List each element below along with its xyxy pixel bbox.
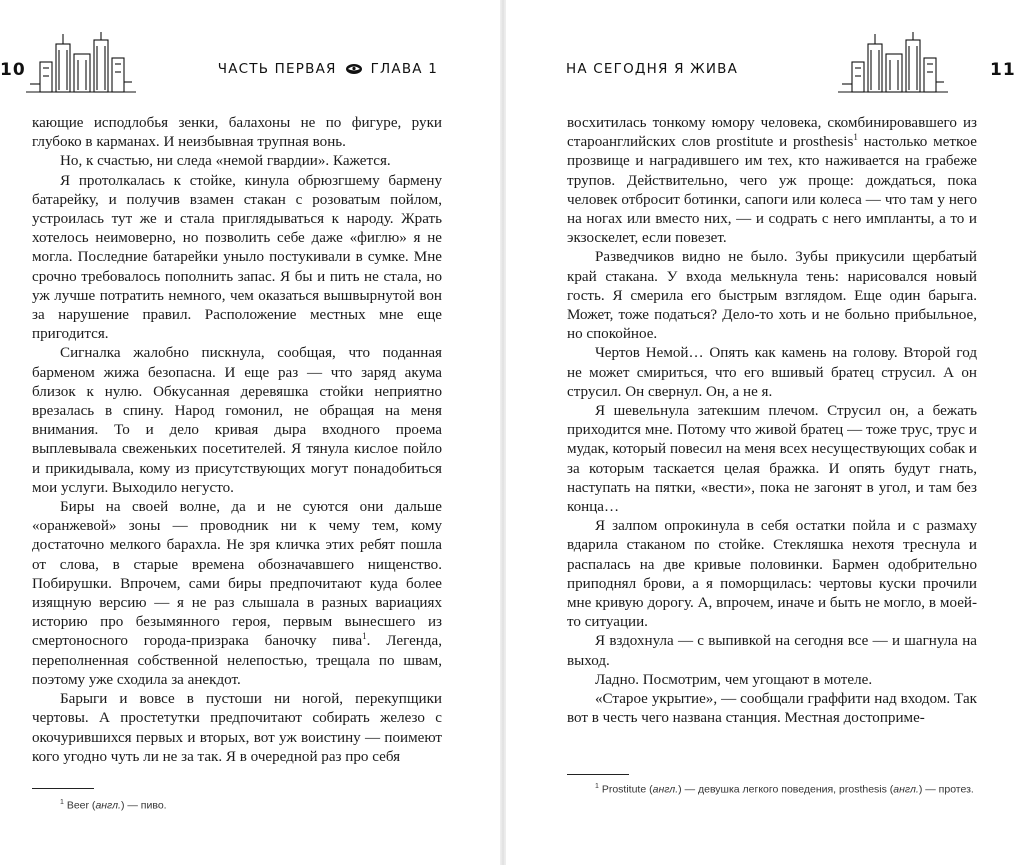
paragraph: Чертов Немой… Опять как камень на голову. Второй год не может смириться, что его вшивый братец струсил. А он струсил. Он свернул. Он, а не я. [567, 345, 977, 400]
paragraph: Я шевельнула затекшим плечом. Струсил он, а бежать приходится мне. Потому что живой братец — тоже трус, трус и мудак, который повесил на меня всех несуществующих собак и за которым таскается целая бражка. И опять будут гнать, наступать на пятки, «вести», пока не загонят в угол, и там без конца… [567, 403, 977, 516]
footnote-text: — девушка легкого поведения, [684, 783, 837, 796]
paragraph [567, 114, 977, 248]
footnote-word: Prostitute [601, 783, 647, 796]
paragraph: Барыги и вовсе в пустоши ни ногой, перекупщики чертовы. А простетутки предпочитают собирать железо с окочурившихся первых и вторых, вот уж воистину — поимеют кого угодно чуть ли не за так. Я в очередной раз про себя [32, 691, 442, 765]
body-text [567, 114, 977, 729]
footnote-number: 1 [595, 783, 599, 790]
city-skyline-icon [838, 32, 948, 96]
paragraph-text: . Легенда, переполненная собственной нелепостью, трещала по швам, поэтому уже сходила за анекдот. [32, 633, 442, 688]
right-page [506, 0, 1016, 865]
footnote-lang: англ. [652, 783, 679, 796]
chapter-title: ГЛАВА 1 [370, 61, 438, 77]
paragraph: кающие исподлобья зенки, балахоны не по фигуре, руки глубоко в карманах. И неизбывная трупная вонь. [32, 115, 442, 151]
running-head: НА СЕГОДНЯ Я ЖИВА [566, 61, 739, 77]
part-title: ЧАСТЬ ПЕРВАЯ [217, 61, 337, 77]
paragraph: Но, к счастью, ни следа «немой гвардии». Кажется. [60, 153, 391, 170]
footnote: $^1$ Prostitute (англ.) — девушка легкого поведения, prosthesis (англ.) — протез. [595, 783, 974, 796]
paragraph: Я залпом опрокинула в себя остатки пойла и с размаху вдарила стаканом по стойке. Стекляшка нехотя треснула и распалась на две кривые половинки. Бармен одобрительно приподнял брови, а я поморщилась: чертовы куски прочили мне кривую дорогу. А, впрочем, иначе и быть не могло, в моей-то ситуации. [567, 518, 977, 631]
paragraph: Я протолкалась к стойке, кинула обрюзгшему бармену батарейку, и получив взамен стакан с розоватым пойлом, устроилась тут же и стала приглядываться к народу. Жрать хотелось неимоверно, но позволить себе даже «фиглю» я не могла. Последние батарейки уныло постукивали в сумке. Мне срочно требовалось пополнить запас. Я бы и пить не стала, но уж лучше потратить немного, чем оказаться вышвырнутой вон за нарушение правил. Расположение местных мне еще пригодится. [32, 172, 442, 343]
body-text [32, 114, 442, 767]
footnote-divider [567, 774, 629, 775]
city-skyline-icon [26, 32, 136, 96]
paragraph-text: Биры на своей волне, да и не суются они дальше «оранжевой» зоны — проводник ни к чему тем, кому достаточно мелкого барахла. Не зря кличка этих ребят пошла от слова, в старые времена обозначавшего нищенство. Побирушки. Впрочем, сами биры предпочитают куда более изящную версию — я не раз слышала в разных вариациях историю про безымянного героя, первым вынесшего из смертоносного города-призрака баночку пива [32, 499, 442, 650]
paragraph-text: настолько меткое прозвище и наградившего им тех, кто наживается на грабеже трупов. Действительно, чего уж проще: дождаться, пока человек отбросит ботинки, сапоги или колеса — что там у него на ногах или вместо них, — и содрать с него импланты, а то и экзоскелет, если повезет. [567, 134, 977, 247]
page-number: 11 [990, 60, 1016, 80]
footnote-text: — пиво. [127, 799, 167, 812]
footnote-number: 1 [60, 799, 64, 806]
footnote: $^1$ Beer (англ.) — пиво. [60, 799, 167, 812]
footnote-marker[interactable]: 1 [853, 132, 858, 143]
left-page [0, 0, 500, 865]
paragraph [32, 498, 442, 690]
paragraph: Сигналка жалобно пискнула, сообщая, что поданная барменом жижа безопасна. И еще раз — что заряд акума близок к нулю. Обкусанная деревяшка стойки неприятно врезалась в спину. Народ гомонил, не обращая на меня внимания. То и дело кривая дыра входного проема выплевывала свеженьких посетителей. Я тянула кислое пойло и прикидывала, кому из присутствующих могут понадобиться мои услуги. Выходило негусто. [32, 345, 442, 496]
running-head [218, 61, 438, 77]
footnote-word: Beer [66, 799, 90, 812]
paragraph-text: восхитилась тонкому юмору человека, скомбинировавшего из староанглийских слов prostitute и prosthesis [567, 115, 977, 151]
ornament-icon [345, 63, 363, 75]
page-number: 10 [0, 60, 26, 80]
paragraph: Ладно. Посмотрим, чем угощают в мотеле. [595, 671, 873, 688]
paragraph: Разведчиков видно не было. Зубы прикусили щербатый край стакана. У входа мелькнула тень: нарисовался новый гость. Я смерила его быстрым взглядом. Еще один барыга. Может, тоже податься? Дело-то хоть и не больно прибыльное, но спокойное. [567, 249, 977, 343]
footnote-word: prosthesis [839, 783, 887, 796]
footnote-lang: англ. [893, 783, 919, 796]
paragraph: Я вздохнула — с выпивкой на сегодня все — и шагнула на выход. [567, 633, 977, 669]
footnote-text: — протез. [925, 783, 974, 796]
footnote-divider [32, 788, 94, 789]
footnote-lang: англ. [95, 799, 121, 812]
footnote-marker[interactable]: 1 [362, 631, 367, 642]
paragraph: «Старое укрытие», — сообщали граффити над входом. Так вот в честь чего названа станция. Местная достоприме- [567, 691, 977, 727]
